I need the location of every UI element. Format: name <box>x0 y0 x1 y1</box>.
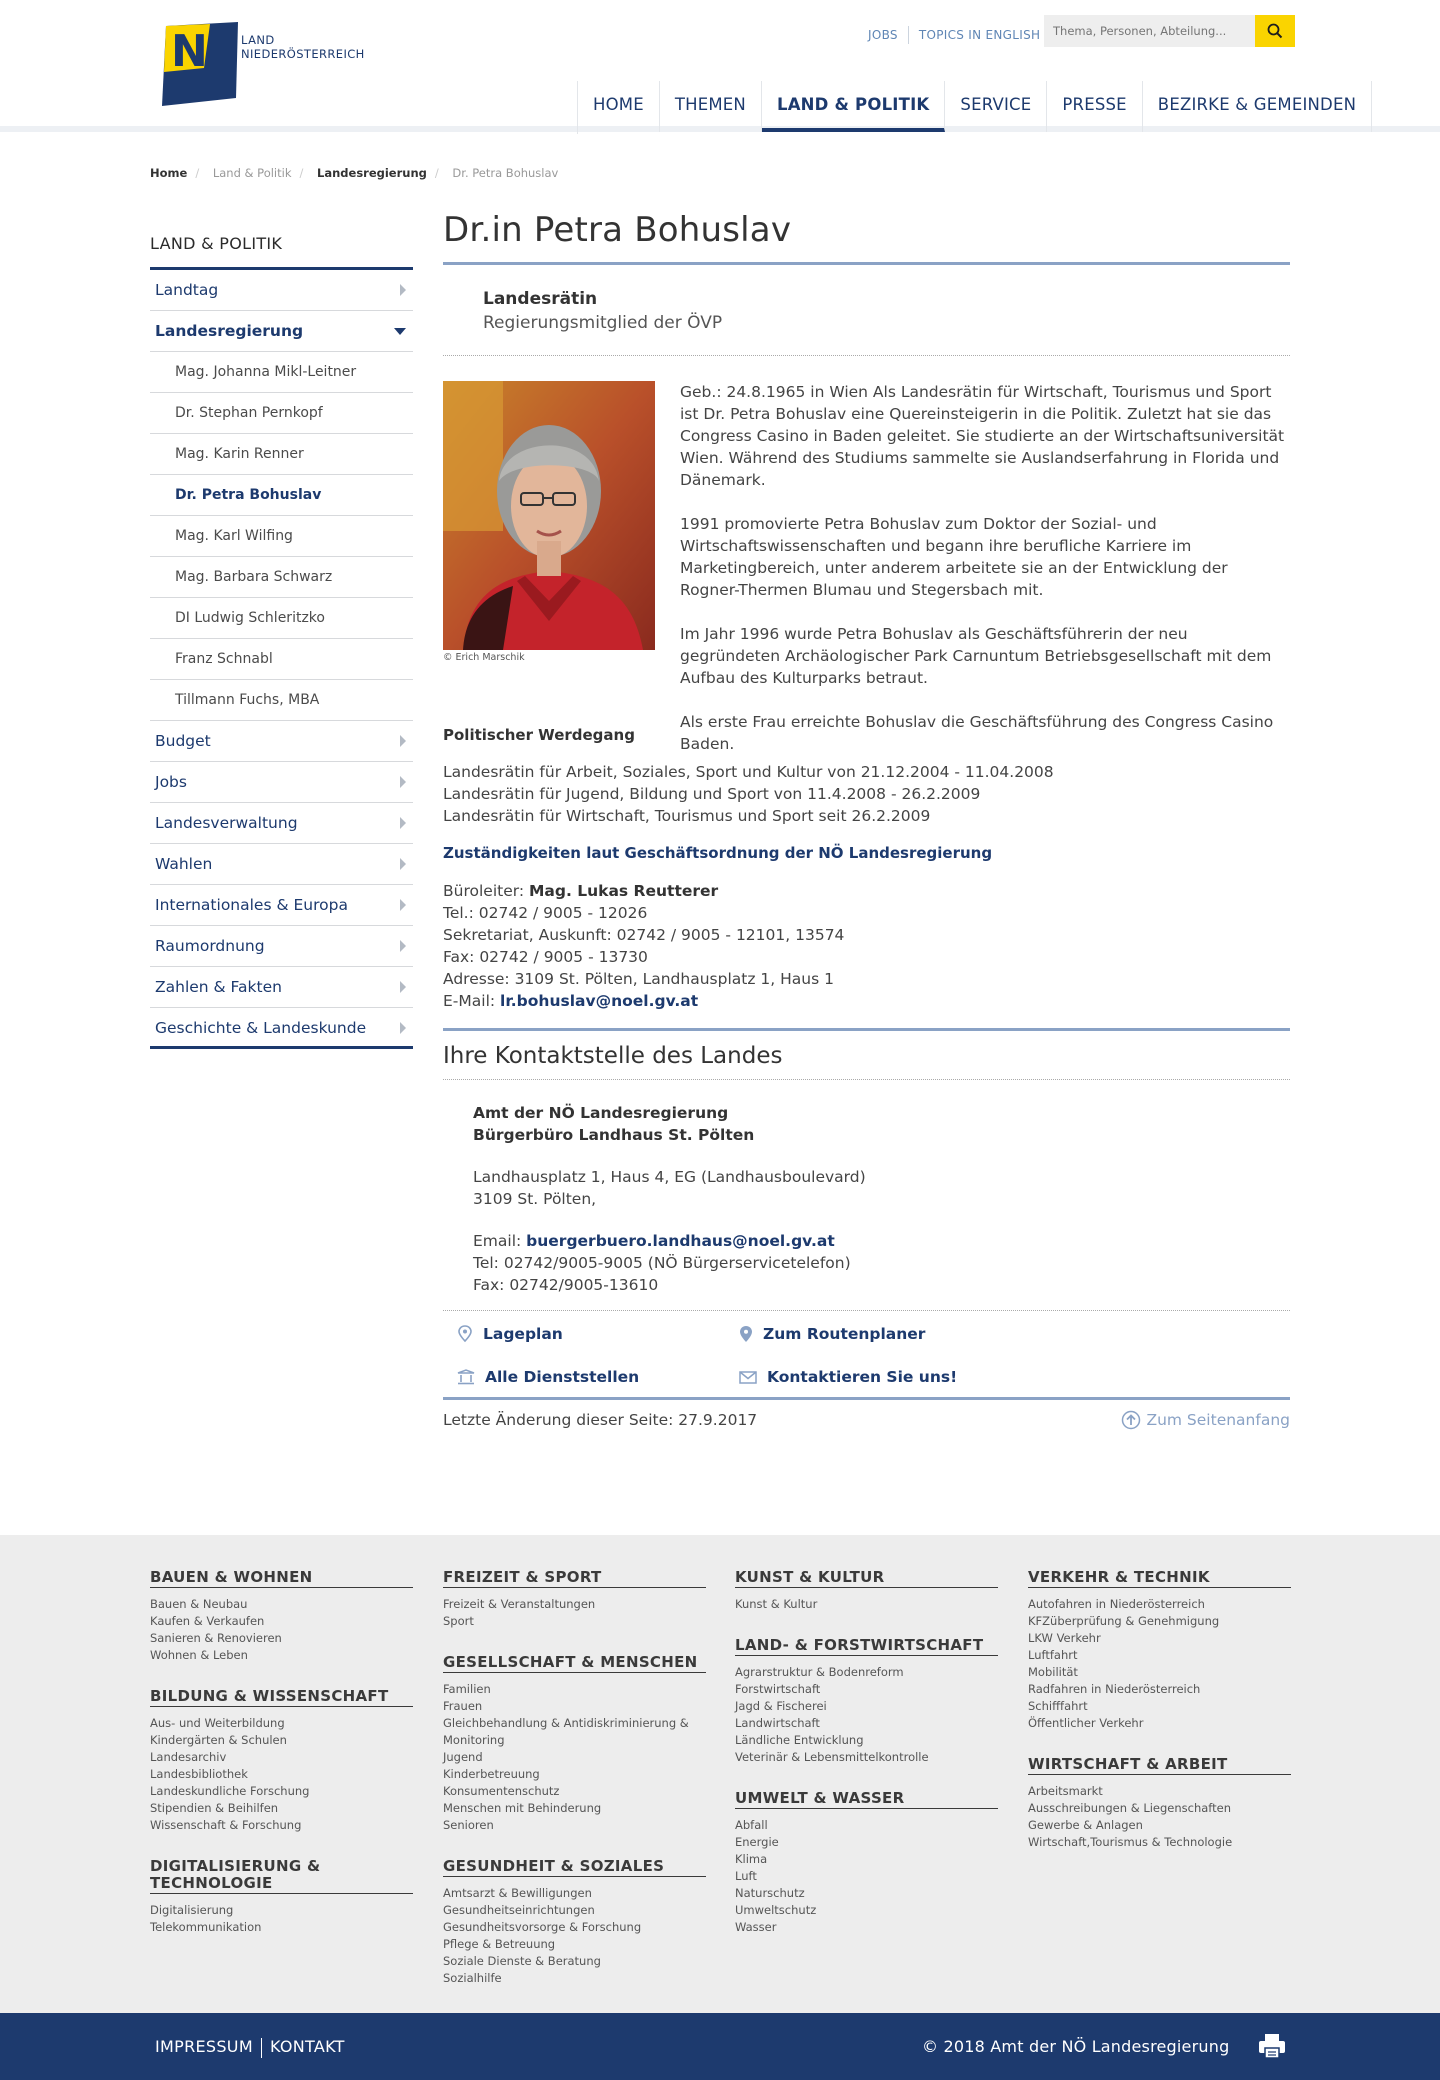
chevron-down-icon <box>394 328 406 335</box>
footer-link[interactable]: Telekommunikation <box>150 1920 262 1934</box>
footer-link[interactable]: Öffentlicher Verkehr <box>1028 1716 1144 1730</box>
contact-org1: Amt der NÖ Landesregierung <box>473 1104 729 1122</box>
footer-heading[interactable]: VERKEHR & TECHNIK <box>1028 1569 1291 1588</box>
chevron-right-icon <box>400 284 406 296</box>
to-top-label: Zum Seitenanfang <box>1146 1411 1290 1429</box>
contact-addr1: Landhausplatz 1, Haus 4, EG (Landhausboulevard) <box>473 1168 866 1186</box>
breadcrumb-current: Dr. Petra Bohuslav <box>452 166 559 180</box>
footer-link[interactable]: Landeskundliche Forschung <box>150 1784 310 1798</box>
office-head-name: Mag. Lukas Reutterer <box>528 882 719 900</box>
arrow-up-circle-icon <box>1121 1410 1141 1430</box>
footer-link[interactable]: Digitalisierung <box>150 1903 234 1917</box>
sidebar-sub-item[interactable]: Mag. Johanna Mikl-Leitner <box>150 352 413 393</box>
office-tel: Tel.: 02742 / 9005 - 12026 <box>443 904 648 922</box>
kontakt-label: Kontaktieren Sie uns! <box>767 1368 958 1386</box>
sidebar-sub-item[interactable]: Mag. Barbara Schwarz <box>150 557 413 598</box>
contact-point-section <box>443 1028 1290 1444</box>
sidebar-sub-item[interactable]: Tillmann Fuchs, MBA <box>150 680 413 721</box>
bio-text <box>680 381 1292 777</box>
sidebar-title: LAND & POLITIK <box>150 222 413 270</box>
footer-group <box>1028 1569 1291 1732</box>
footer-group <box>735 1637 998 1766</box>
footer-link[interactable]: Kindergärten & Schulen <box>150 1733 287 1747</box>
footer-link[interactable]: Forstwirtschaft <box>735 1682 821 1696</box>
sidebar-item-landtag[interactable] <box>150 270 413 311</box>
nav-home[interactable]: HOME <box>578 81 660 132</box>
footer-link[interactable]: Gleichbehandlung & Antidiskriminierung & Monitoring <box>443 1716 689 1747</box>
office-head-label: Büroleiter: <box>443 882 529 900</box>
contact-email-link[interactable]: buergerbuero.landhaus@noel.gv.at <box>526 1232 835 1250</box>
footer-heading[interactable]: KUNST & KULTUR <box>735 1569 998 1588</box>
footer-link[interactable]: Menschen mit Behinderung <box>443 1801 602 1815</box>
sidebar-item-geschichte[interactable] <box>150 1008 413 1049</box>
site-header <box>0 0 1440 132</box>
footer-link[interactable]: Sanieren & Renovieren <box>150 1631 282 1645</box>
footer-link[interactable]: Soziale Dienste & Beratung <box>443 1954 601 1968</box>
kontakt-bottom-link[interactable]: KONTAKT <box>269 2037 345 2056</box>
career-item: Landesrätin für Wirtschaft, Tourismus und Sport seit 26.2.2009 <box>443 807 931 825</box>
page-title: Dr.in Petra Bohuslav <box>443 210 1290 265</box>
envelope-icon <box>739 1371 757 1384</box>
contact-email-label: Email: <box>473 1232 527 1250</box>
sidebar-item-wahlen[interactable] <box>150 844 413 885</box>
footer-link[interactable]: LKW Verkehr <box>1028 1631 1101 1645</box>
chevron-right-icon <box>400 858 406 870</box>
top-link-english[interactable]: TOPICS IN ENGLISH <box>918 27 1041 42</box>
dienststellen-link[interactable] <box>457 1368 639 1386</box>
footer-link[interactable]: Senioren <box>443 1818 494 1832</box>
lageplan-link[interactable] <box>457 1325 563 1343</box>
sidebar-item-label: Jobs <box>155 773 187 791</box>
footer-group <box>150 1569 413 1664</box>
footer-link[interactable]: Stipendien & Beihilfen <box>150 1801 279 1815</box>
footer-column <box>1028 1569 1291 1875</box>
footer-link[interactable]: Wirtschaft,Tourismus & Technologie <box>1028 1835 1233 1849</box>
footer-link[interactable]: Sport <box>443 1614 474 1628</box>
party-text: Regierungsmitglied der ÖVP <box>483 313 723 333</box>
nav-service[interactable]: SERVICE <box>945 81 1047 132</box>
printer-icon[interactable] <box>1258 2032 1286 2064</box>
footer-group <box>735 1790 998 1936</box>
office-head-line <box>443 880 1290 902</box>
main-nav <box>577 81 1372 134</box>
contact-point-links <box>443 1311 1290 1400</box>
bottom-bar <box>0 2013 1440 2080</box>
logo-text <box>241 33 365 61</box>
sidebar-item-budget[interactable] <box>150 721 413 762</box>
contact-fax: Fax: 02742/9005-13610 <box>473 1276 659 1294</box>
footer-link[interactable]: Radfahren in Niederösterreich <box>1028 1682 1201 1696</box>
footer-heading[interactable]: WIRTSCHAFT & ARBEIT <box>1028 1756 1291 1775</box>
footer-link[interactable]: Autofahren in Niederösterreich <box>1028 1597 1205 1611</box>
footer-link[interactable]: Bauen & Neubau <box>150 1597 248 1611</box>
footer-link[interactable]: Schifffahrt <box>1028 1699 1088 1713</box>
copyright: © 2018 Amt der NÖ Landesregierung <box>922 2037 1230 2056</box>
footer-heading[interactable]: GESUNDHEIT & SOZIALES <box>443 1858 706 1877</box>
bio-paragraph: 1991 promovierte Petra Bohuslav zum Doktor der Sozial- und Wirtschaftswissenschaften und begann ihre berufliche Karriere im Marketingbereich, unter anderem arbeitete sie an der Entwicklung der Rogner-Thermen Blumau und Stegersbach mit. <box>680 515 1228 599</box>
chevron-right-icon <box>400 776 406 788</box>
footer-group <box>150 1858 413 1936</box>
logo-line2: NIEDERÖSTERREICH <box>241 47 365 61</box>
sidebar-item-label: Landtag <box>155 281 219 299</box>
footer-heading[interactable]: FREIZEIT & SPORT <box>443 1569 706 1588</box>
footer-link[interactable]: Familien <box>443 1682 491 1696</box>
footer-link[interactable]: Freizeit & Veranstaltungen <box>443 1597 596 1611</box>
contact-point-body <box>443 1080 1290 1311</box>
footer-link[interactable]: Pflege & Betreuung <box>443 1937 556 1951</box>
contact-org2: Bürgerbüro Landhaus St. Pölten <box>473 1126 755 1144</box>
office-email-label: E-Mail: <box>443 992 501 1010</box>
site-footer <box>0 1535 1440 2013</box>
top-link-jobs[interactable]: JOBS <box>868 27 898 42</box>
career-item: Landesrätin für Jugend, Bildung und Sport von 11.4.2008 - 26.2.2009 <box>443 785 981 803</box>
footer-link[interactable]: Naturschutz <box>735 1886 805 1900</box>
footer-heading[interactable]: LAND- & FORSTWIRTSCHAFT <box>735 1637 998 1656</box>
footer-link[interactable]: Luft <box>735 1869 757 1883</box>
footer-link[interactable]: Amtsarzt & Bewilligungen <box>443 1886 592 1900</box>
footer-group <box>735 1569 998 1613</box>
top-links <box>858 26 1050 44</box>
footer-link[interactable]: Landwirtschaft <box>735 1716 820 1730</box>
sidebar-item-label: Geschichte & Landeskunde <box>155 1019 367 1037</box>
footer-link[interactable]: Luftfahrt <box>1028 1648 1078 1662</box>
footer-link[interactable]: Gewerbe & Anlagen <box>1028 1818 1143 1832</box>
office-contact <box>443 880 1290 1012</box>
footer-link[interactable]: Agrarstruktur & Bodenreform <box>735 1665 904 1679</box>
sidebar-item-label: Zahlen & Fakten <box>155 978 282 996</box>
chevron-right-icon <box>400 817 406 829</box>
role-block <box>443 265 1290 356</box>
footer-link[interactable]: Abfall <box>735 1818 768 1832</box>
sidebar-nav <box>150 222 413 1049</box>
sidebar-item-label: Raumordnung <box>155 937 265 955</box>
sidebar-sub-item[interactable]: Franz Schnabl <box>150 639 413 680</box>
footer-link[interactable]: Ländliche Entwicklung <box>735 1733 864 1747</box>
breadcrumb-landesregierung[interactable]: Landesregierung <box>317 166 427 180</box>
nav-land-politik[interactable]: LAND & POLITIK <box>762 81 945 132</box>
footer-group <box>150 1688 413 1834</box>
footer-link[interactable]: Veterinär & Lebensmittelkontrolle <box>735 1750 929 1764</box>
main-content <box>443 210 1290 1444</box>
bio-paragraph: Als erste Frau erreichte Bohuslav die Geschäftsführung des Congress Casino Baden. <box>680 713 1274 753</box>
footer-link[interactable]: Wohnen & Leben <box>150 1648 248 1662</box>
chevron-right-icon <box>400 735 406 747</box>
photo-credit: © Erich Marschik <box>443 652 525 663</box>
footer-heading[interactable]: GESELLSCHAFT & MENSCHEN <box>443 1654 706 1673</box>
footer-heading[interactable]: DIGITALISIERUNG & TECHNOLOGIE <box>150 1858 413 1894</box>
search-button[interactable] <box>1255 15 1295 47</box>
chevron-right-icon <box>400 940 406 952</box>
footer-link[interactable]: Umweltschutz <box>735 1903 817 1917</box>
sidebar-sub-item[interactable]: Mag. Karl Wilfing <box>150 516 413 557</box>
chevron-right-icon <box>400 899 406 911</box>
footer-column <box>150 1569 413 1960</box>
footer-link[interactable]: Gesundheitsvorsorge & Forschung <box>443 1920 642 1934</box>
logo-line1: LAND <box>241 33 275 47</box>
footer-heading[interactable]: UMWELT & WASSER <box>735 1790 998 1809</box>
nav-presse[interactable]: PRESSE <box>1047 81 1142 132</box>
footer-link[interactable]: Mobilität <box>1028 1665 1078 1679</box>
sidebar-item-landesregierung[interactable] <box>150 311 413 352</box>
nav-bezirke-gemeinden[interactable]: BEZIRKE & GEMEINDEN <box>1143 81 1372 132</box>
footer-link[interactable]: Gesundheitseinrichtungen <box>443 1903 595 1917</box>
footer-link[interactable]: Wissenschaft & Forschung <box>150 1818 302 1832</box>
sidebar-sub-item[interactable]: DI Ludwig Schleritzko <box>150 598 413 639</box>
search-input[interactable] <box>1044 15 1255 47</box>
search-icon <box>1267 23 1283 39</box>
footer-link[interactable]: Klima <box>735 1852 768 1866</box>
routenplaner-link[interactable] <box>739 1325 925 1343</box>
footer-link[interactable]: Frauen <box>443 1699 483 1713</box>
contact-tel: Tel: 02742/9005-9005 (NÖ Bürgerservicetelefon) <box>473 1254 851 1272</box>
role-title: Landesrätin <box>483 289 598 309</box>
dienststellen-label: Alle Dienststellen <box>485 1368 640 1386</box>
footer-link[interactable]: Aus- und Weiterbildung <box>150 1716 285 1730</box>
sidebar-item-zahlen-fakten[interactable] <box>150 967 413 1008</box>
map-pin-outline-icon <box>457 1325 473 1343</box>
footer-link[interactable]: Energie <box>735 1835 779 1849</box>
footer-heading[interactable]: BILDUNG & WISSENSCHAFT <box>150 1688 413 1707</box>
career-title: Politischer Werdegang <box>443 726 635 744</box>
to-top-link[interactable] <box>1121 1400 1290 1440</box>
career-item: Landesrätin für Arbeit, Soziales, Sport und Kultur von 21.12.2004 - 11.04.2008 <box>443 763 1054 781</box>
footer-link[interactable]: KFZüberprüfung & Genehmigung <box>1028 1614 1220 1628</box>
footer-link[interactable]: Wasser <box>735 1920 777 1934</box>
footer-column <box>443 1569 706 2011</box>
building-icon <box>457 1369 475 1385</box>
footer-link[interactable]: Kunst & Kultur <box>735 1597 818 1611</box>
footer-link[interactable]: Konsumentenschutz <box>443 1784 560 1798</box>
sidebar-item-label: Wahlen <box>155 855 213 873</box>
last-change-text: Letzte Änderung dieser Seite: 27.9.2017 <box>443 1411 758 1429</box>
breadcrumb: Home / Land & Politik / Landesregierung / Dr. Petra Bohuslav <box>150 166 559 180</box>
bio-paragraph: Im Jahr 1996 wurde Petra Bohuslav als Geschäftsführerin der neu gegründeten Archäologischer Park Carnuntum Betriebsgesellschaft mit dem Aufbau des Kulturparks betraut. <box>680 625 1272 687</box>
footer-link[interactable]: Kaufen & Verkaufen <box>150 1614 265 1628</box>
sidebar-item-label: Budget <box>155 732 211 750</box>
chevron-right-icon <box>400 1022 406 1034</box>
footer-link[interactable]: Jagd & Fischerei <box>735 1699 827 1713</box>
sidebar-item-label: Internationales & Europa <box>155 896 348 914</box>
sidebar-sub-item-active[interactable]: Dr. Petra Bohuslav <box>150 475 413 516</box>
sidebar-item-jobs[interactable] <box>150 762 413 803</box>
lageplan-label: Lageplan <box>483 1325 563 1343</box>
office-address: Adresse: 3109 St. Pölten, Landhausplatz 1, Haus 1 <box>443 970 834 988</box>
breadcrumb-home[interactable]: Home <box>150 166 188 180</box>
impressum-link[interactable]: IMPRESSUM <box>155 2037 253 2056</box>
kontakt-link[interactable] <box>739 1368 957 1386</box>
breadcrumb-land-politik[interactable]: Land & Politik <box>212 166 292 180</box>
sidebar-item-internationales[interactable] <box>150 885 413 926</box>
footer-link[interactable]: Jugend <box>443 1750 483 1764</box>
responsibilities-link[interactable]: Zuständigkeiten laut Geschäftsordnung der NÖ Landesregierung <box>443 844 993 862</box>
footer-column <box>735 1569 998 1960</box>
nav-themen[interactable]: THEMEN <box>660 81 762 132</box>
sidebar-sub-item[interactable]: Dr. Stephan Pernkopf <box>150 393 413 434</box>
contact-addr2: 3109 St. Pölten, <box>473 1190 597 1208</box>
footer-link[interactable]: Landesbibliothek <box>150 1767 248 1781</box>
office-fax: Fax: 02742 / 9005 - 13730 <box>443 948 648 966</box>
sidebar-item-label: Landesverwaltung <box>155 814 298 832</box>
office-email-link[interactable]: lr.bohuslav@noel.gv.at <box>500 992 699 1010</box>
footer-link[interactable]: Ausschreibungen & Liegenschaften <box>1028 1801 1232 1815</box>
sidebar-sub-item[interactable]: Mag. Karin Renner <box>150 434 413 475</box>
contact-email-line <box>473 1230 1290 1252</box>
sidebar-item-landesverwaltung[interactable] <box>150 803 413 844</box>
portrait-photo <box>443 381 655 650</box>
footer-heading[interactable]: BAUEN & WOHNEN <box>150 1569 413 1588</box>
bottom-links <box>155 2037 345 2058</box>
office-email-line <box>443 990 1290 1012</box>
last-change <box>443 1400 1290 1444</box>
map-pin-icon <box>739 1325 753 1343</box>
footer-group <box>1028 1756 1291 1851</box>
footer-group <box>443 1569 706 1630</box>
sidebar-item-label: Landesregierung <box>155 322 304 340</box>
footer-group <box>443 1654 706 1834</box>
sidebar-item-raumordnung[interactable] <box>150 926 413 967</box>
footer-link[interactable]: Landesarchiv <box>150 1750 227 1764</box>
noe-logo[interactable] <box>160 22 240 108</box>
footer-link[interactable]: Arbeitsmarkt <box>1028 1784 1103 1798</box>
office-secretary: Sekretariat, Auskunft: 02742 / 9005 - 12101, 13574 <box>443 926 845 944</box>
routenplaner-label: Zum Routenplaner <box>763 1325 926 1343</box>
svg-text:N: N <box>171 26 208 77</box>
footer-link[interactable]: Sozialhilfe <box>443 1971 502 1985</box>
chevron-right-icon <box>400 981 406 993</box>
footer-link[interactable]: Kinderbetreuung <box>443 1767 540 1781</box>
bio-paragraph: Geb.: 24.8.1965 in Wien Als Landesrätin für Wirtschaft, Tourismus und Sport ist Dr. Petra Bohuslav eine Quereinsteigerin in die Politik. Zuletzt hat sie das Congress Casino in Baden geleitet. Sie studierte an der Wirtschaftsuniversität Wien. Während des Studiums sammelte sie Auslandserfahrung in Florida und Dänemark. <box>680 383 1285 489</box>
footer-group <box>443 1858 706 1987</box>
contact-point-title: Ihre Kontaktstelle des Landes <box>443 1031 1290 1080</box>
